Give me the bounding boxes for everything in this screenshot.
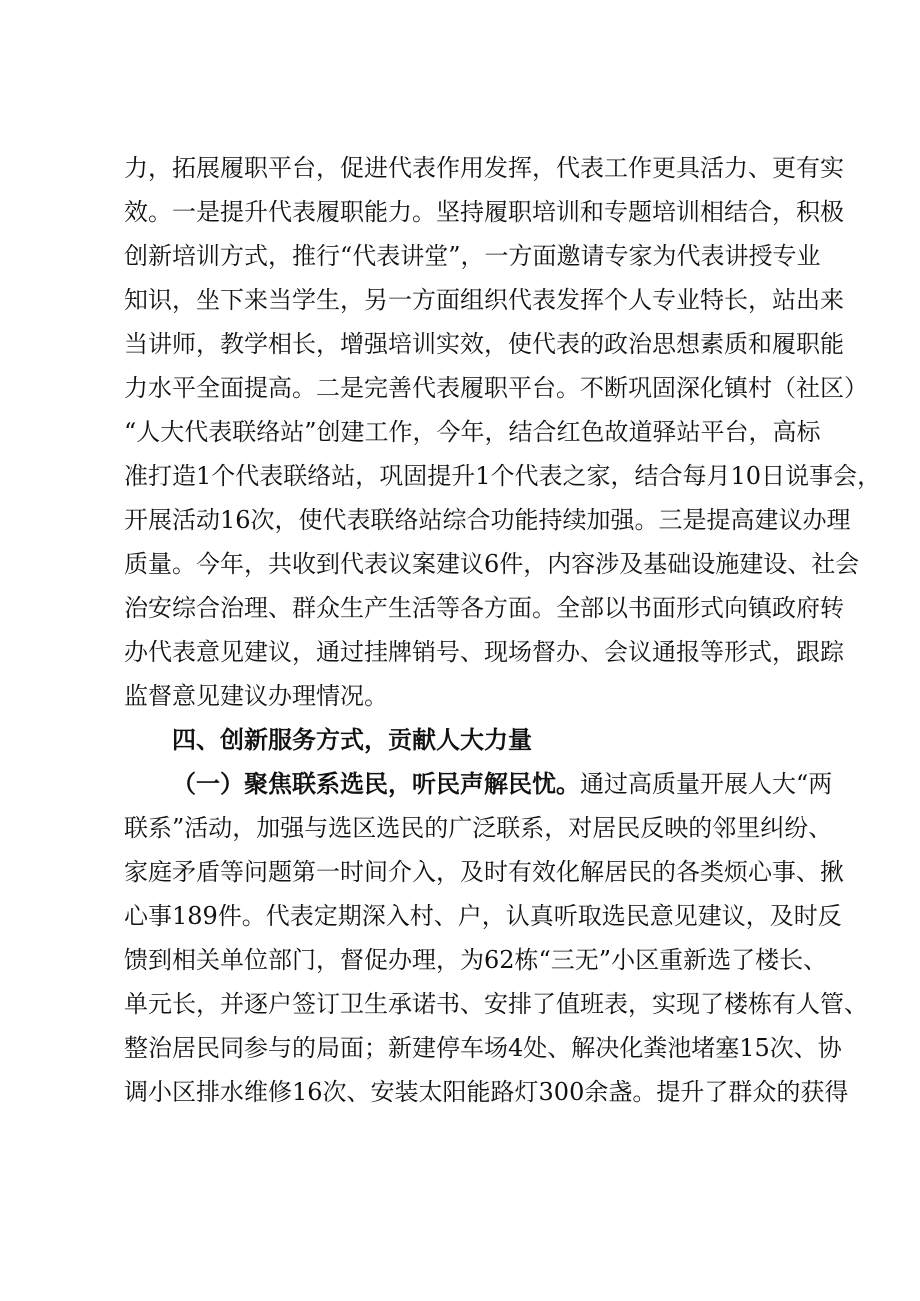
text-line: 监督意见建议办理情况。 <box>124 682 388 710</box>
subsection-title: （一）聚焦联系选民，听民声解民忧。 <box>172 769 580 798</box>
text-line: 力水平全面提高。二是完善代表履职平台。不断巩固深化镇村（社区） <box>124 374 868 402</box>
text-line: 力，拓展履职平台，促进代表作用发挥，代表工作更具活力、更有实 <box>124 154 844 182</box>
text-line: 家庭矛盾等问题第一时间介入，及时有效化解居民的各类烦心事、揪 <box>124 858 844 886</box>
text-line: 心事189件。代表定期深入村、户，认真听取选民意见建议，及时反 <box>124 902 842 930</box>
text-line: 当讲师，教学相长，增强培训实效，使代表的政治思想素质和履职能 <box>124 330 844 358</box>
text-line: 调小区排水维修16次、安装太阳能路灯300余盏。提升了群众的获得 <box>124 1078 849 1106</box>
text-line: 创新培训方式，推行“代表讲堂”，一方面邀请专家为代表讲授专业 <box>124 242 821 270</box>
text-line: 开展活动16次，使代表联络站综合功能持续加强。三是提高建议办理 <box>124 506 851 534</box>
subsection-first-line <box>172 762 833 806</box>
text-line: “人大代表联络站”创建工作，今年，结合红色故道驿站平台，高标 <box>124 418 821 446</box>
text-line: 治安综合治理、群众生产生活等各方面。全部以书面形式向镇政府转 <box>124 594 844 622</box>
text-line: 知识，坐下来当学生，另一方面组织代表发挥个人专业特长，站出来 <box>124 286 844 314</box>
text-line: 质量。今年，共收到代表议案建议6件，内容涉及基础设施建设、社会 <box>124 550 860 578</box>
text-line: 单元长，并逐户签订卫生承诺书、安排了值班表，实现了楼栋有人管、 <box>124 990 868 1018</box>
section-heading: 四、创新服务方式，贡献人大力量 <box>172 725 532 754</box>
text-line: 办代表意见建议，通过挂牌销号、现场督办、会议通报等形式，跟踪 <box>124 638 844 666</box>
text-line: 效。一是提升代表履职能力。坚持履职培训和专题培训相结合，积极 <box>124 198 844 226</box>
text-line: 准打造1个代表联络站，巩固提升1个代表之家，结合每月10日说事会， <box>124 462 882 490</box>
text-line: 整治居民同参与的局面；新建停车场4处、解决化粪池堵塞15次、协 <box>124 1034 842 1062</box>
text-line: 馈到相关单位部门，督促办理，为62栋“三无”小区重新选了楼长、 <box>124 946 828 974</box>
subsection-first-line-text: 通过高质量开展人大“两 <box>580 770 833 798</box>
text-line: 联系”活动，加强与选区选民的广泛联系，对居民反映的邻里纠纷、 <box>124 814 833 842</box>
